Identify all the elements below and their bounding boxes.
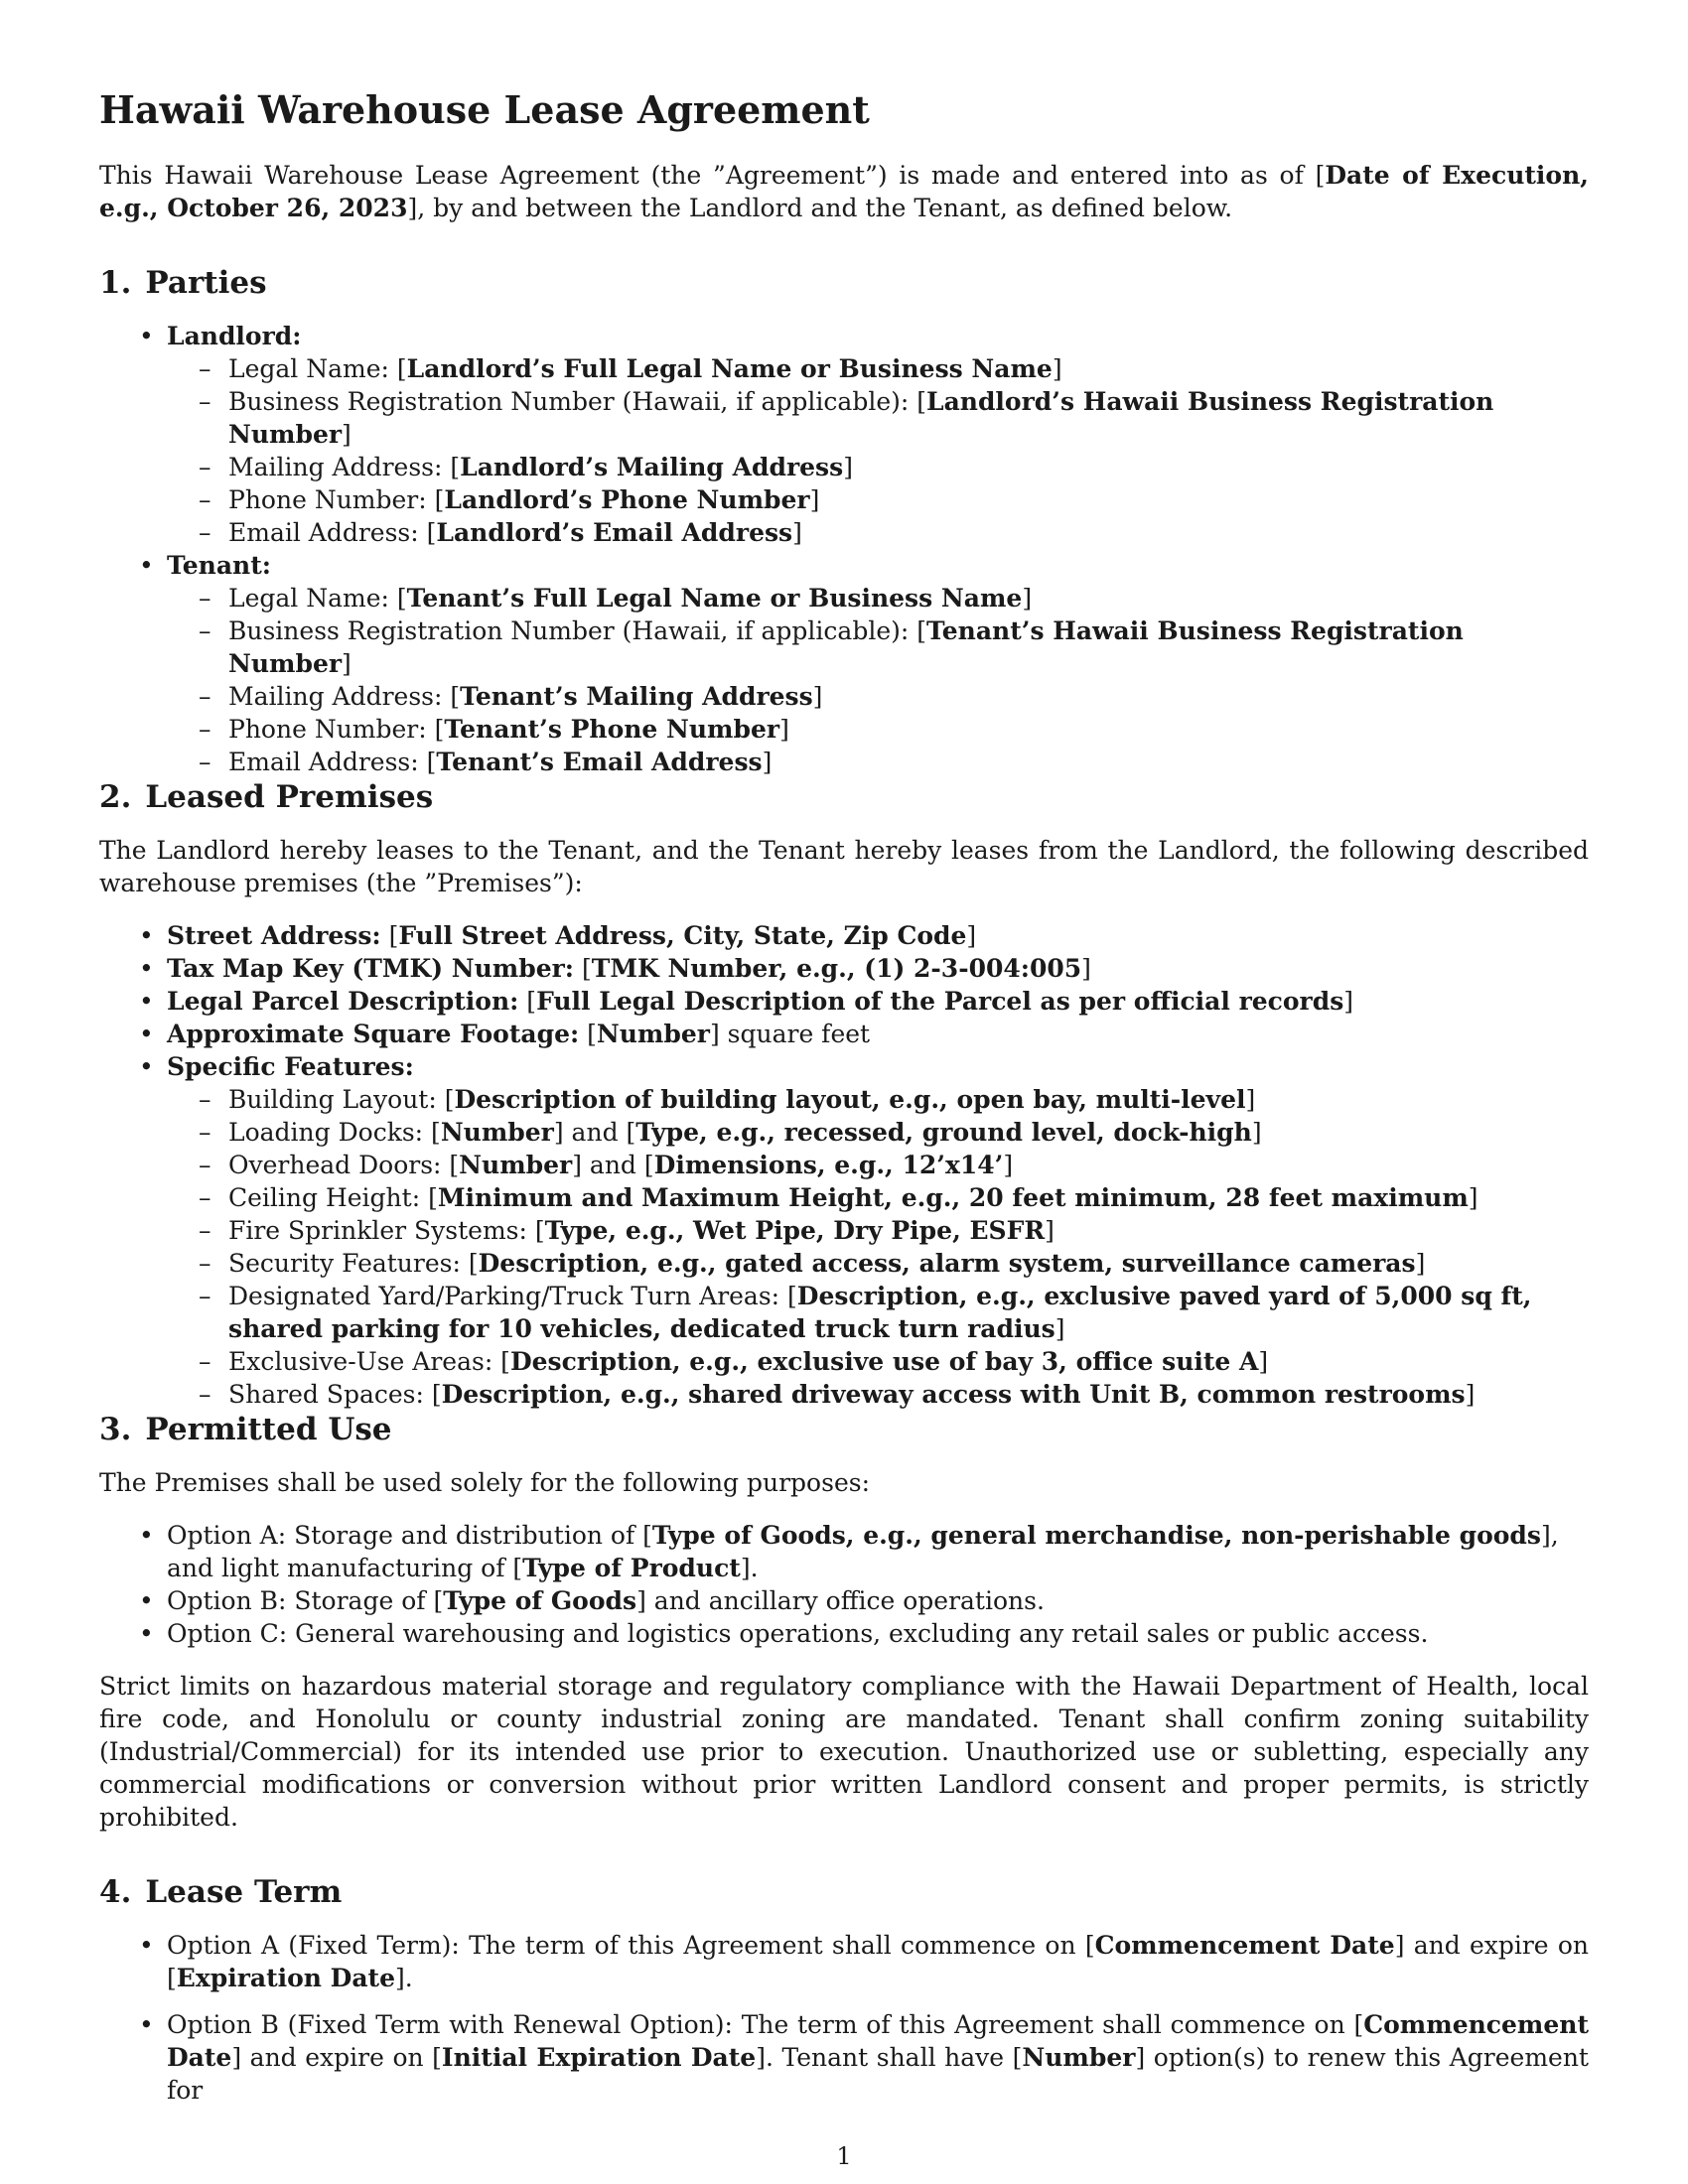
permitted-use-intro: The Premises shall be used solely for the following purposes: (99, 1468, 870, 1497)
premises-list (99, 919, 1589, 1411)
list-item: – Overhead Doors: [Number] and [Dimensions, e.g., 12’x14’] (228, 1149, 1589, 1181)
list-item: – Exclusive-Use Areas: [Description, e.g., exclusive use of bay 3, office suite A] (228, 1345, 1589, 1378)
tenant-item (167, 549, 1589, 778)
list-item: – Fire Sprinkler Systems: [Type, e.g., Wet Pipe, Dry Pipe, ESFR] (228, 1214, 1589, 1247)
document-page (99, 87, 1589, 2120)
list-item: – Legal Name: [Landlord’s Full Legal Name or Business Name] (228, 352, 1589, 385)
section-number: 3. (99, 1412, 132, 1447)
tenant-details (167, 582, 1589, 778)
list-item: – Phone Number: [Landlord’s Phone Number] (228, 483, 1589, 516)
list-item: • Approximate Square Footage: [Number] square feet (167, 1018, 1589, 1050)
document-title: Hawaii Warehouse Lease Agreement (99, 87, 870, 132)
section-heading-lease-term (99, 1873, 1589, 1911)
features-list (167, 1083, 1589, 1411)
landlord-label: Landlord: (167, 322, 302, 350)
list-item: • Option A (Fixed Term): The term of this Agreement shall commence on [Commencement Date] and expire on [Expiration Date]. (167, 1929, 1589, 1994)
list-item: • Tax Map Key (TMK) Number: [TMK Number, e.g., (1) 2-3-004:005] (167, 952, 1589, 985)
list-item: – Security Features: [Description, e.g., gated access, alarm system, surveillance cameras] (228, 1247, 1589, 1280)
list-item: – Mailing Address: [Landlord’s Mailing Address] (228, 451, 1589, 483)
section-title: Parties (145, 265, 267, 301)
intro-text: This Hawaii Warehouse Lease Agreement (the ”Agreement”) is made and entered into as of [ (99, 161, 1326, 190)
specific-features-item (167, 1050, 1589, 1411)
intro-date-placeholder: Date of Execution, e.g., October 26, 2023 (99, 161, 1589, 222)
landlord-details (167, 352, 1589, 549)
landlord-item (167, 320, 1589, 549)
premises-intro: The Landlord hereby leases to the Tenant, and the Tenant hereby leases from the Landlord, the following described warehouse premises (the ”Premises”): (99, 836, 1589, 897)
list-item: • Option C: General warehousing and logistics operations, excluding any retail sales or public access. (167, 1617, 1589, 1650)
list-item: • Street Address: [Full Street Address, City, State, Zip Code] (167, 919, 1589, 952)
list-item: – Ceiling Height: [Minimum and Maximum Height, e.g., 20 feet minimum, 28 feet maximum] (228, 1181, 1589, 1214)
section-heading-permitted-use (99, 1411, 1589, 1448)
list-item: • Option A: Storage and distribution of [Type of Goods, e.g., general merchandise, non-perishable goods], and light manufacturing of [Type of Product]. (167, 1519, 1589, 1584)
permitted-use-options (99, 1519, 1589, 1650)
list-item: – Mailing Address: [Tenant’s Mailing Address] (228, 680, 1589, 713)
lease-term-options (99, 1929, 1589, 2107)
parties-list (99, 320, 1589, 778)
intro-paragraph (99, 159, 1589, 224)
intro-text-end: ], by and between the Landlord and the Tenant, as defined below. (407, 194, 1233, 222)
section-number: 1. (99, 265, 132, 301)
section-number: 2. (99, 779, 132, 815)
list-item: – Loading Docks: [Number] and [Type, e.g., recessed, ground level, dock-high] (228, 1116, 1589, 1149)
tenant-label: Tenant: (167, 551, 271, 580)
list-item: – Business Registration Number (Hawaii, if applicable): [Tenant’s Hawaii Business Registration Number] (228, 614, 1589, 680)
page-number: 1 (836, 2142, 852, 2170)
list-item: – Building Layout: [Description of building layout, e.g., open bay, multi-level] (228, 1083, 1589, 1116)
list-item: – Email Address: [Landlord’s Email Address] (228, 516, 1589, 549)
section-heading-parties (99, 264, 1589, 302)
list-item: • Option B (Fixed Term with Renewal Option): The term of this Agreement shall commence on [Commencement Date] and expire on [Initial Expiration Date]. Tenant shall have [Number] option(s) to renew this Agreement for (167, 2008, 1589, 2107)
section-heading-leased-premises (99, 778, 1589, 816)
list-item: – Legal Name: [Tenant’s Full Legal Name or Business Name] (228, 582, 1589, 614)
list-item: – Designated Yard/Parking/Truck Turn Areas: [Description, e.g., exclusive paved yard of 5,000 sq ft, shared parking for 10 vehicles, dedicated truck turn radius] (228, 1280, 1589, 1345)
section-title: Permitted Use (145, 1412, 392, 1447)
permitted-use-closing: Strict limits on hazardous material storage and regulatory compliance with the Hawaii Department of Health, local fire code, and Honolulu or county industrial zoning are mandated. Tenant shall confirm zoning suitability (Industrial/Commercial) for its intended use prior to execution. Unauthorized use or subletting, especially any commercial modifications or conversion without prior written Landlord consent and proper permits, is strictly prohibited. (99, 1672, 1589, 1832)
list-item: – Shared Spaces: [Description, e.g., shared driveway access with Unit B, common restrooms] (228, 1378, 1589, 1411)
section-title: Lease Term (145, 1874, 343, 1910)
section-title: Leased Premises (145, 779, 434, 815)
list-item: – Email Address: [Tenant’s Email Address] (228, 746, 1589, 778)
list-item: • Option B: Storage of [Type of Goods] and ancillary office operations. (167, 1584, 1589, 1617)
list-item: – Business Registration Number (Hawaii, if applicable): [Landlord’s Hawaii Business Registration Number] (228, 385, 1589, 451)
list-item: – Phone Number: [Tenant’s Phone Number] (228, 713, 1589, 746)
features-label: Specific Features: (167, 1052, 414, 1081)
list-item: • Legal Parcel Description: [Full Legal Description of the Parcel as per official records] (167, 985, 1589, 1018)
section-number: 4. (99, 1874, 132, 1910)
